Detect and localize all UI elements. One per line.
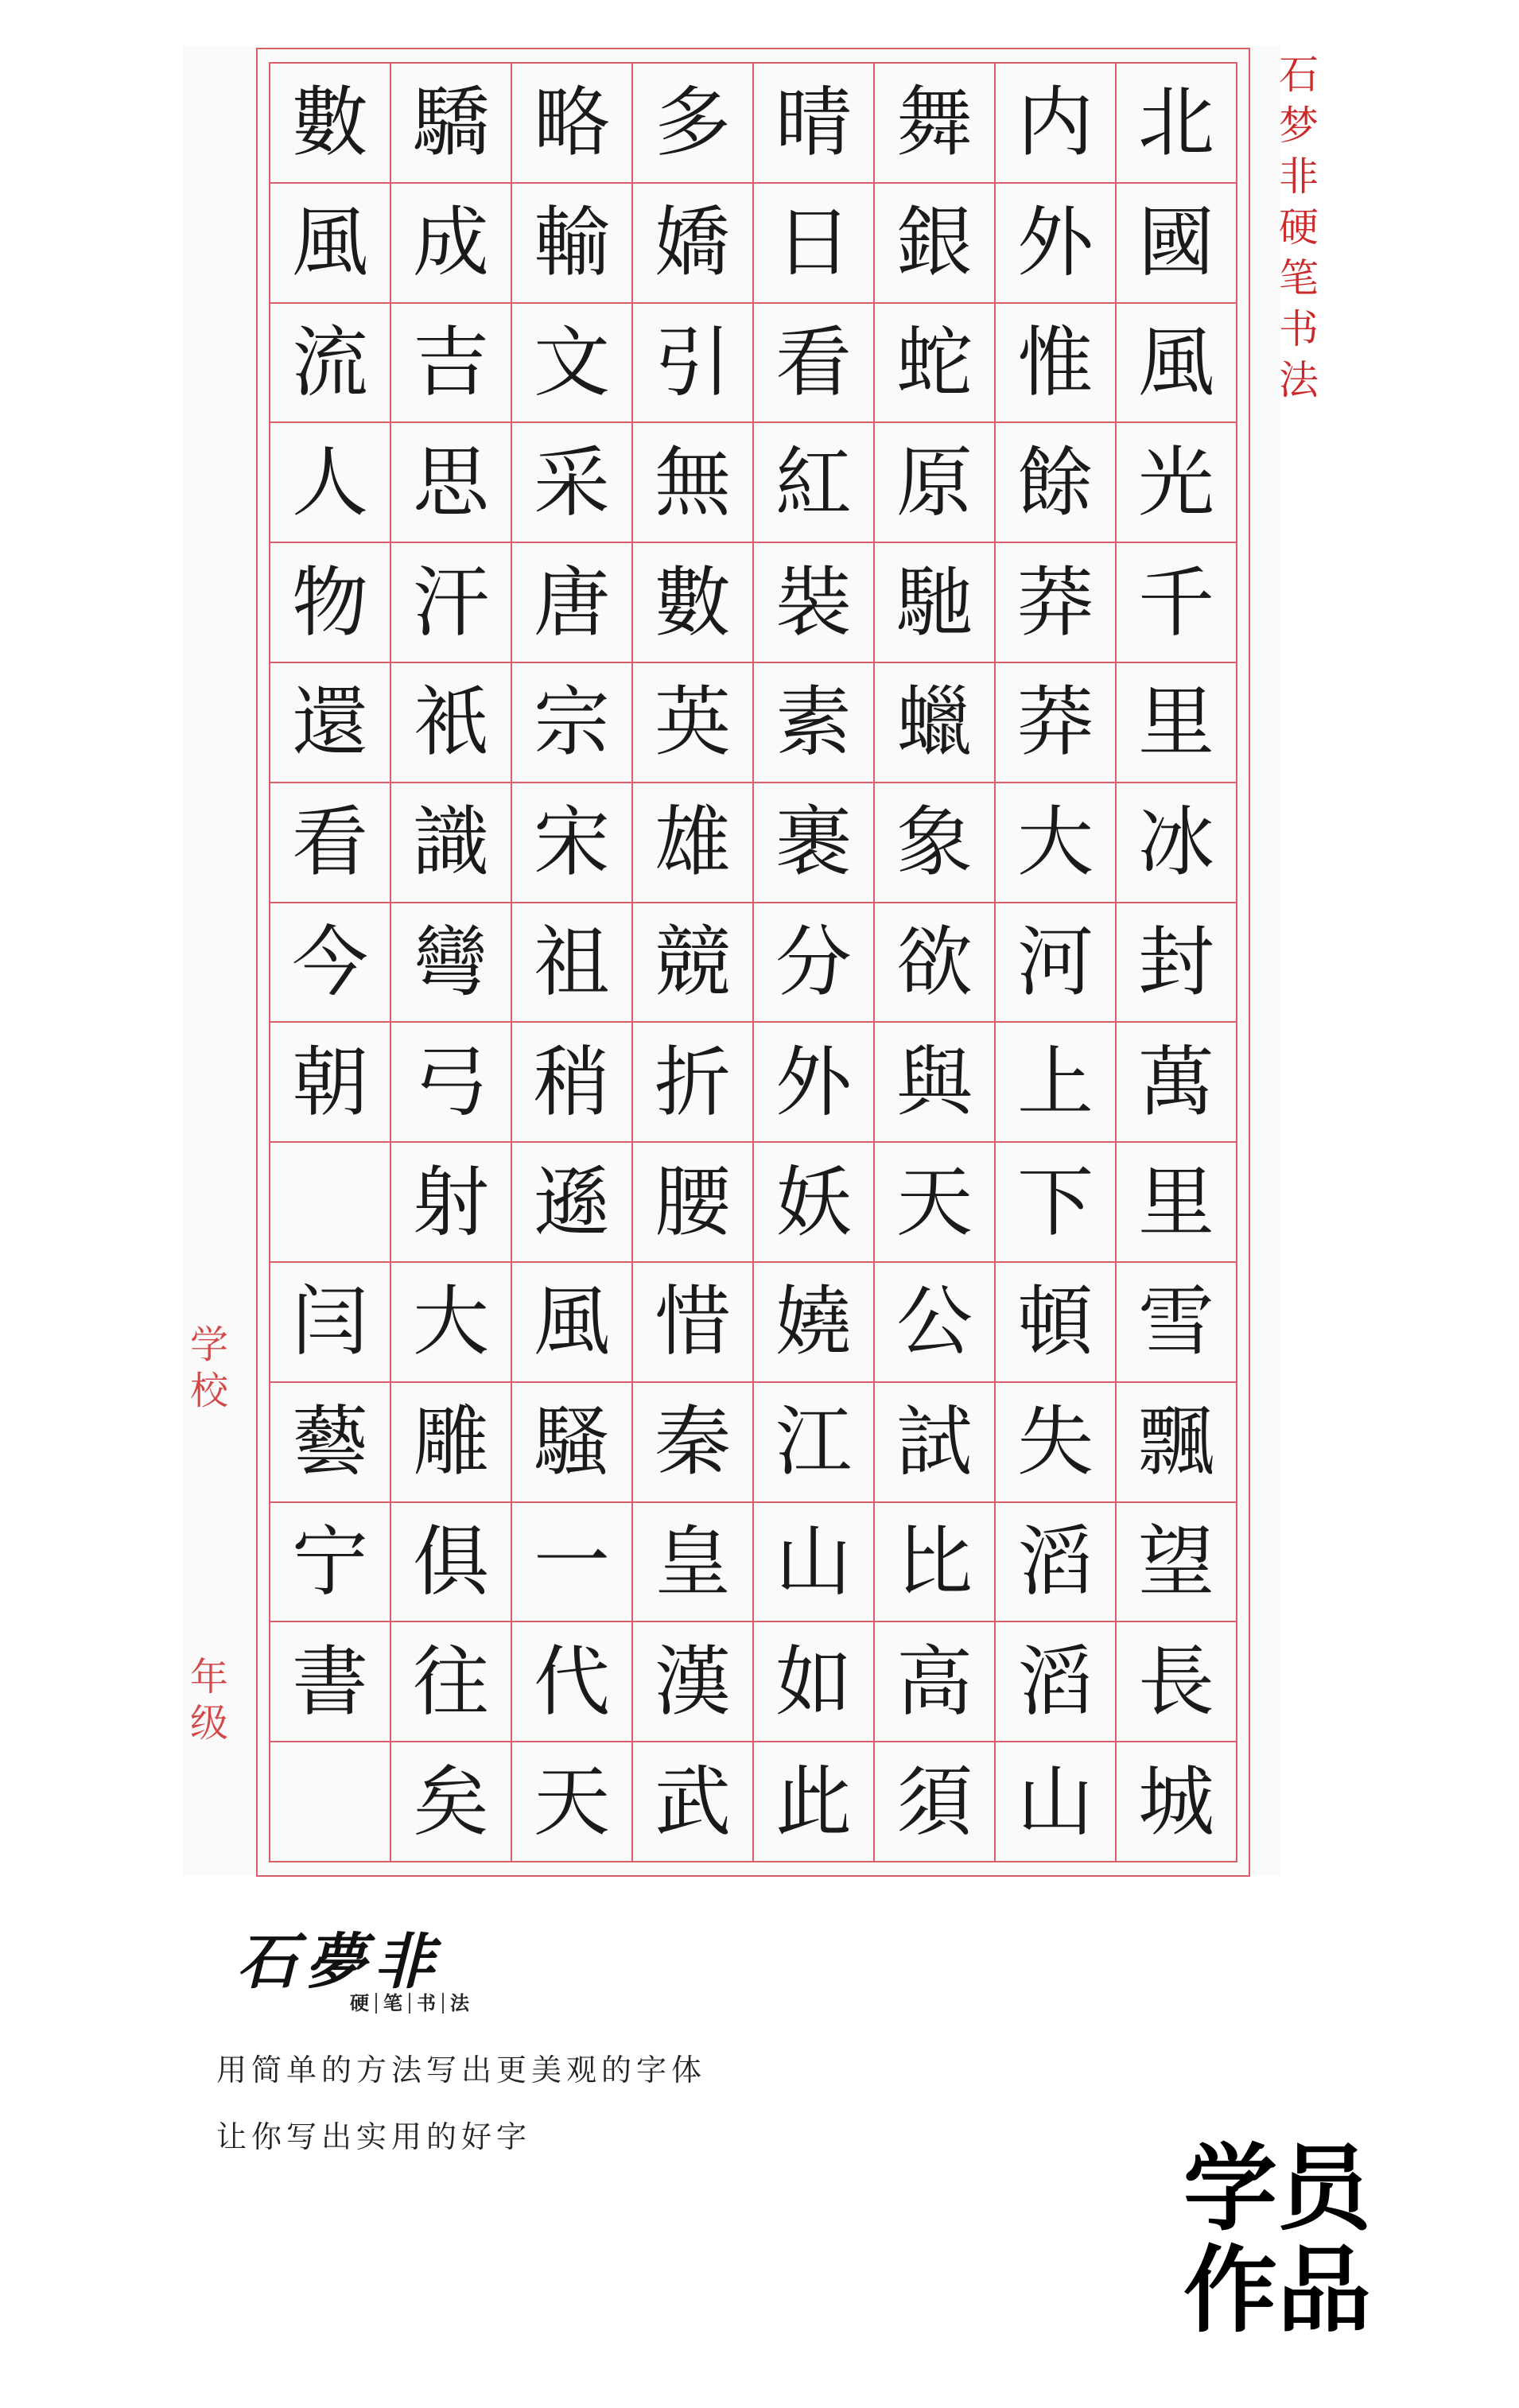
- student-work-badge: 学员 作品: [1183, 2134, 1372, 2345]
- grid-cell: 書: [270, 1622, 391, 1742]
- grid-cell: 裹: [754, 783, 875, 903]
- grid-cell: 彎: [391, 903, 512, 1023]
- grid-cell: 望: [1117, 1503, 1237, 1623]
- school-label: 学 校: [189, 1322, 228, 1413]
- grid-cell: [270, 1143, 391, 1263]
- grid-cell: 武: [633, 1742, 754, 1862]
- grid-cell: 吉: [391, 304, 512, 424]
- slogan-line-2: 让你写出实用的好字: [216, 2119, 532, 2154]
- grid-cell: 嬌: [633, 184, 754, 304]
- brand-sub-char: 法: [442, 1993, 476, 2014]
- grid-cell: 公: [875, 1263, 996, 1383]
- grid-cell: 嬈: [754, 1263, 875, 1383]
- grid-cell: 滔: [996, 1622, 1117, 1742]
- grid-cell: 城: [1117, 1742, 1237, 1862]
- grid-cell: 河: [996, 903, 1117, 1023]
- grid-cell: 唐: [512, 543, 633, 663]
- brand-sub-char: 硬: [350, 1991, 369, 2014]
- grid-cell: 滔: [996, 1503, 1117, 1623]
- grid-cell: 銀: [875, 184, 996, 304]
- grid-cell: 外: [996, 184, 1117, 304]
- grid-cell: [270, 1742, 391, 1862]
- grid-cell: 采: [512, 423, 633, 543]
- grid-cell: 晴: [754, 64, 875, 184]
- grid-cell: 流: [270, 304, 391, 424]
- grid-cell: 天: [512, 1742, 633, 1862]
- grid-cell: 祖: [512, 903, 633, 1023]
- grid-cell: 宁: [270, 1503, 391, 1623]
- grid-cell: 國: [1117, 184, 1237, 304]
- grid-cell: 紅: [754, 423, 875, 543]
- grid-cell: 思: [391, 423, 512, 543]
- grid-cell: 雄: [633, 783, 754, 903]
- grid-cell: 惟: [996, 304, 1117, 424]
- grid-cell: 一: [512, 1503, 633, 1623]
- grid-cell: 成: [391, 184, 512, 304]
- grid-cell: 試: [875, 1383, 996, 1503]
- vertical-title: 石 梦 非 硬 笔 书 法: [1279, 52, 1319, 403]
- grid-cell: 頓: [996, 1263, 1117, 1383]
- grid-cell: 競: [633, 903, 754, 1023]
- grid-cell: 如: [754, 1622, 875, 1742]
- grid-cell: 江: [754, 1383, 875, 1503]
- grid-cell: 稍: [512, 1023, 633, 1143]
- brand-logo: 石夢非: [237, 1926, 442, 1997]
- grid-cell: 今: [270, 903, 391, 1023]
- grade-label: 年 级: [189, 1655, 228, 1746]
- grid-cell: 射: [391, 1143, 512, 1263]
- grid-cell: 裝: [754, 543, 875, 663]
- grid-cell: 長: [1117, 1622, 1237, 1742]
- grid-cell: 人: [270, 423, 391, 543]
- grid-cell: 風: [512, 1263, 633, 1383]
- grid-cell: 莽: [996, 663, 1117, 783]
- grid-cell: 物: [270, 543, 391, 663]
- grid-cell: 冰: [1117, 783, 1237, 903]
- grid-cell: 須: [875, 1742, 996, 1862]
- slogan-line-1: 用简单的方法写出更美观的字体: [216, 2053, 707, 2088]
- grid-cell: 風: [270, 184, 391, 304]
- calligraphy-grid: [269, 62, 1237, 1862]
- grid-cell: 遜: [512, 1143, 633, 1263]
- grid-cell: 萬: [1117, 1023, 1237, 1143]
- grid-cell: 略: [512, 64, 633, 184]
- grid-cell: 俱: [391, 1503, 512, 1623]
- grid-cell: 千: [1117, 543, 1237, 663]
- grid-cell: 外: [754, 1023, 875, 1143]
- grid-cell: 妖: [754, 1143, 875, 1263]
- grid-cell: 風: [1117, 304, 1237, 424]
- grid-cell: 原: [875, 423, 996, 543]
- grid-cell: 蛇: [875, 304, 996, 424]
- grid-cell: 秦: [633, 1383, 754, 1503]
- grid-cell: 驕: [391, 64, 512, 184]
- grid-cell: 分: [754, 903, 875, 1023]
- grid-cell: 漢: [633, 1622, 754, 1742]
- grid-cell: 看: [270, 783, 391, 903]
- grid-cell: 山: [996, 1742, 1117, 1862]
- grid-cell: 日: [754, 184, 875, 304]
- grid-cell: 文: [512, 304, 633, 424]
- grid-cell: 英: [633, 663, 754, 783]
- grid-cell: 藝: [270, 1383, 391, 1503]
- grid-cell: 多: [633, 64, 754, 184]
- grid-cell: 引: [633, 304, 754, 424]
- grid-cell: 輸: [512, 184, 633, 304]
- grid-cell: 衹: [391, 663, 512, 783]
- grid-cell: 汗: [391, 543, 512, 663]
- grid-cell: 識: [391, 783, 512, 903]
- grid-cell: 騷: [512, 1383, 633, 1503]
- grid-cell: 還: [270, 663, 391, 783]
- grid-cell: 宗: [512, 663, 633, 783]
- grid-cell: 惜: [633, 1263, 754, 1383]
- grid-cell: 封: [1117, 903, 1237, 1023]
- grid-cell: 北: [1117, 64, 1237, 184]
- grid-cell: 莽: [996, 543, 1117, 663]
- grid-cell: 數: [270, 64, 391, 184]
- grid-cell: 大: [391, 1263, 512, 1383]
- grid-cell: 上: [996, 1023, 1117, 1143]
- grid-cell: 看: [754, 304, 875, 424]
- grid-cell: 無: [633, 423, 754, 543]
- grid-cell: 闫: [270, 1263, 391, 1383]
- brand-subtitle: [344, 1993, 476, 2014]
- grid-cell: 朝: [270, 1023, 391, 1143]
- grid-cell: 光: [1117, 423, 1237, 543]
- grid-cell: 下: [996, 1143, 1117, 1263]
- grid-cell: 比: [875, 1503, 996, 1623]
- grid-cell: 雕: [391, 1383, 512, 1503]
- grid-cell: 代: [512, 1622, 633, 1742]
- brand-sub-char: 书: [409, 1993, 442, 2014]
- grid-cell: 飄: [1117, 1383, 1237, 1503]
- grid-cell: 矣: [391, 1742, 512, 1862]
- grid-cell: 内: [996, 64, 1117, 184]
- grid-cell: 失: [996, 1383, 1117, 1503]
- grid-cell: 馳: [875, 543, 996, 663]
- grid-cell: 往: [391, 1622, 512, 1742]
- grid-cell: 天: [875, 1143, 996, 1263]
- grid-cell: 數: [633, 543, 754, 663]
- grid-cell: 此: [754, 1742, 875, 1862]
- grid-cell: 腰: [633, 1143, 754, 1263]
- grid-cell: 皇: [633, 1503, 754, 1623]
- grid-cell: 舞: [875, 64, 996, 184]
- grid-cell: 里: [1117, 1143, 1237, 1263]
- grid-cell: 欲: [875, 903, 996, 1023]
- grid-cell: 雪: [1117, 1263, 1237, 1383]
- brand-sub-char: 笔: [375, 1993, 409, 2014]
- grid-cell: 弓: [391, 1023, 512, 1143]
- grid-cell: 象: [875, 783, 996, 903]
- grid-cell: 山: [754, 1503, 875, 1623]
- grid-cell: 宋: [512, 783, 633, 903]
- grid-cell: 素: [754, 663, 875, 783]
- grid-cell: 大: [996, 783, 1117, 903]
- grid-cell: 里: [1117, 663, 1237, 783]
- grid-cell: 與: [875, 1023, 996, 1143]
- grid-cell: 蠟: [875, 663, 996, 783]
- grid-cell: 折: [633, 1023, 754, 1143]
- grid-cell: 餘: [996, 423, 1117, 543]
- grid-cell: 高: [875, 1622, 996, 1742]
